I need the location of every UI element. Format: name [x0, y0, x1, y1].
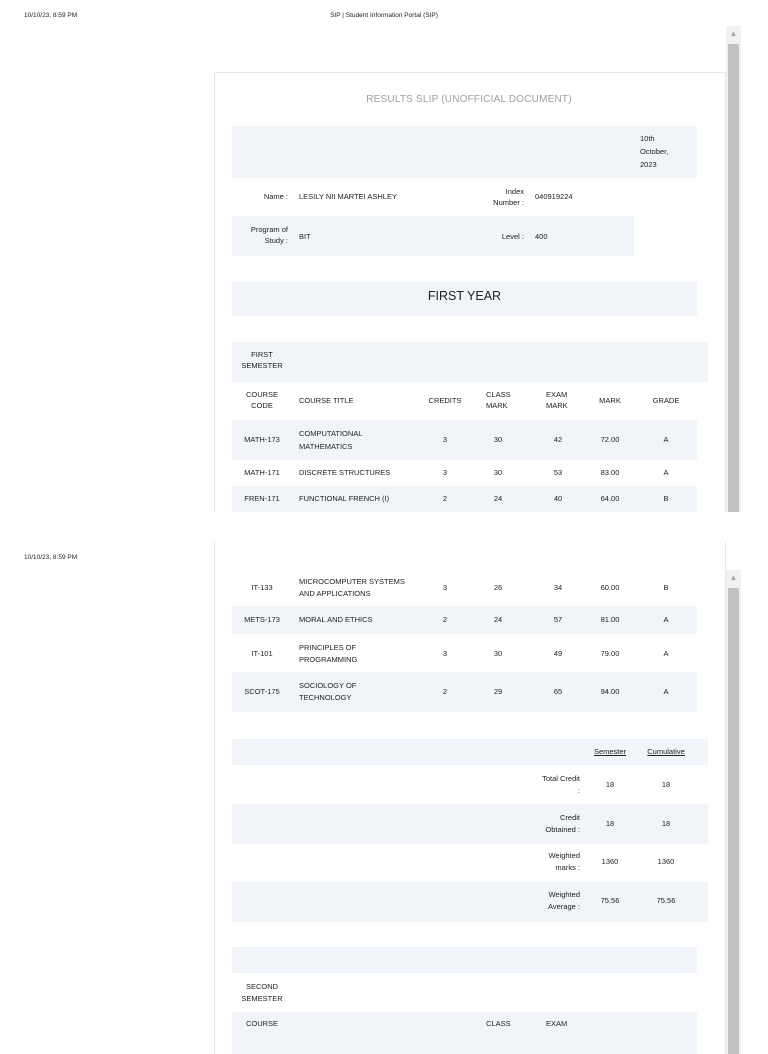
- header-class-1: CLASS: [486, 1019, 511, 1028]
- level-label: Level :: [501, 232, 524, 241]
- course-title-2: TECHNOLOGY: [299, 693, 352, 702]
- summary-label-2: :: [577, 786, 580, 795]
- course-credits: 2: [442, 687, 448, 696]
- student-name: LESILY NII MARTEI ASHLEY: [299, 192, 397, 201]
- summary-semester-value: 75.56: [600, 896, 620, 905]
- course-credits: 2: [442, 494, 448, 503]
- summary-semester-value: 18: [605, 819, 615, 828]
- semester-label-2: SEMESTER: [241, 994, 283, 1003]
- exam-mark: 34: [553, 583, 563, 592]
- header-class-2: MARK: [486, 401, 508, 410]
- course-title-1: COMPUTATIONAL: [299, 429, 363, 438]
- summary-label-2: Average :: [548, 902, 580, 911]
- summary-label-1: Weighted: [548, 890, 580, 899]
- scrollbar[interactable]: [726, 570, 741, 1054]
- semester-label-2: SEMESTER: [241, 361, 283, 370]
- scrollbar-thumb[interactable]: [728, 588, 739, 1054]
- summary-cumulative-value: 18: [661, 819, 671, 828]
- grade: A: [663, 615, 669, 624]
- summary-row-band: [232, 804, 708, 844]
- level-value: 400: [535, 232, 548, 241]
- course-title-1: SOCIOLOGY OF: [299, 681, 357, 690]
- exam-mark: 65: [553, 687, 563, 696]
- slip-date-line-1: 10th: [640, 134, 655, 143]
- course-code: MATH-173: [244, 435, 280, 444]
- summary-row-band: [232, 882, 708, 922]
- summary-cumulative-value: 1360: [657, 857, 675, 866]
- grade: A: [663, 435, 669, 444]
- course-code: MATH-171: [244, 468, 280, 477]
- summary-semester-value: 18: [605, 780, 615, 789]
- program-label-2: Study :: [264, 236, 288, 245]
- program-band: [232, 216, 634, 256]
- index-number: 040919224: [535, 192, 573, 201]
- header-mark: MARK: [599, 396, 621, 405]
- course-code: IT-101: [251, 649, 273, 658]
- print-title: SIP | Student Information Portal (SIP): [330, 12, 438, 19]
- scroll-up-icon[interactable]: ▲: [729, 573, 738, 582]
- course-title-1: MORAL AND ETHICS: [299, 615, 373, 624]
- header-code-1: COURSE: [245, 390, 279, 399]
- final-mark: 60.00: [600, 583, 620, 592]
- scroll-up-icon[interactable]: ▲: [729, 29, 738, 38]
- semester-band: [232, 342, 708, 382]
- summary-label-1: Weighted: [548, 851, 580, 860]
- year-title: FIRST YEAR: [427, 289, 502, 303]
- final-mark: 64.00: [600, 494, 620, 503]
- exam-mark: 40: [553, 494, 563, 503]
- course-title-2: PROGRAMMING: [299, 655, 358, 664]
- header-exam-1: EXAM: [546, 390, 568, 399]
- course-title-1: MICROCOMPUTER SYSTEMS: [299, 577, 405, 586]
- final-mark: 72.00: [600, 435, 620, 444]
- course-credits: 3: [442, 435, 448, 444]
- exam-mark: 42: [553, 435, 563, 444]
- header-exam-1: EXAM: [546, 1019, 568, 1028]
- header-class-1: CLASS: [486, 390, 511, 399]
- summary-cumulative-header: Cumulative: [647, 747, 685, 756]
- program-value: BIT: [299, 232, 311, 241]
- final-mark: 83.00: [600, 468, 620, 477]
- semester-label-1: FIRST: [251, 350, 273, 359]
- grade: B: [663, 583, 669, 592]
- summary-label-2: marks :: [555, 863, 580, 872]
- course-credits: 3: [442, 468, 448, 477]
- semester-label-1: SECOND: [245, 982, 279, 991]
- date-band: [232, 126, 697, 178]
- final-mark: 81.00: [600, 615, 620, 624]
- course-code: FREN-171: [244, 494, 280, 503]
- class-mark: 24: [493, 615, 503, 624]
- slip-date-line-3: 2023: [640, 160, 657, 169]
- final-mark: 79.00: [600, 649, 620, 658]
- print-datetime: 10/10/23, 8:59 PM: [24, 554, 78, 561]
- summary-semester-value: 1360: [601, 857, 619, 866]
- slip-title: RESULTS SLIP (UNOFFICIAL DOCUMENT): [366, 94, 572, 105]
- index-label-1: Index: [505, 187, 524, 196]
- slip-date-line-2: October,: [640, 147, 669, 156]
- grade: B: [663, 494, 669, 503]
- print-page-1: [0, 0, 768, 512]
- program-label-1: Program of: [250, 225, 288, 234]
- class-mark: 30: [493, 468, 503, 477]
- class-mark: 24: [493, 494, 503, 503]
- summary-header-band: [232, 739, 708, 765]
- class-mark: 26: [493, 583, 503, 592]
- class-mark: 30: [493, 649, 503, 658]
- course-title-2: MATHEMATICS: [299, 442, 353, 451]
- course-credits: 3: [442, 583, 448, 592]
- print-datetime: 10/10/23, 8:59 PM: [24, 12, 78, 19]
- header-code-2: CODE: [251, 401, 273, 410]
- summary-cumulative-value: 75.56: [656, 896, 676, 905]
- summary-label-2: Obtained :: [545, 825, 580, 834]
- summary-label-1: Credit: [559, 813, 580, 822]
- course-code: METS-173: [244, 615, 280, 624]
- grade: A: [663, 649, 669, 658]
- course-code: SCOT-175: [244, 687, 280, 696]
- header-exam-2: MARK: [546, 401, 568, 410]
- course-title-2: AND APPLICATIONS: [299, 589, 371, 598]
- name-label: Name :: [263, 192, 288, 201]
- course-title-1: FUNCTIONAL FRENCH (I): [299, 494, 390, 503]
- course-title-1: DISCRETE STRUCTURES: [299, 468, 391, 477]
- summary-label-1: Total Credit: [542, 774, 580, 783]
- header-band: [232, 1012, 697, 1054]
- class-mark: 29: [493, 687, 503, 696]
- exam-mark: 57: [553, 615, 563, 624]
- summary-semester-header: Semester: [593, 747, 627, 756]
- index-label-2: Number :: [493, 198, 524, 207]
- grade: A: [663, 687, 669, 696]
- header-title: COURSE TITLE: [299, 396, 354, 405]
- print-page-2: [0, 542, 768, 1054]
- class-mark: 30: [493, 435, 503, 444]
- exam-mark: 49: [553, 649, 563, 658]
- final-mark: 94.00: [600, 687, 620, 696]
- header-code-1: COURSE: [245, 1019, 279, 1028]
- course-title-1: PRINCIPLES OF: [299, 643, 357, 652]
- course-credits: 3: [442, 649, 448, 658]
- header-credits: CREDITS: [428, 396, 462, 405]
- scrollbar[interactable]: [726, 26, 741, 512]
- course-code: IT-133: [251, 583, 273, 592]
- header-grade: GRADE: [652, 396, 680, 405]
- scrollbar-thumb[interactable]: [728, 44, 739, 512]
- course-credits: 2: [442, 615, 448, 624]
- spacer-band: [232, 947, 697, 973]
- grade: A: [663, 468, 669, 477]
- summary-cumulative-value: 18: [661, 780, 671, 789]
- exam-mark: 53: [553, 468, 563, 477]
